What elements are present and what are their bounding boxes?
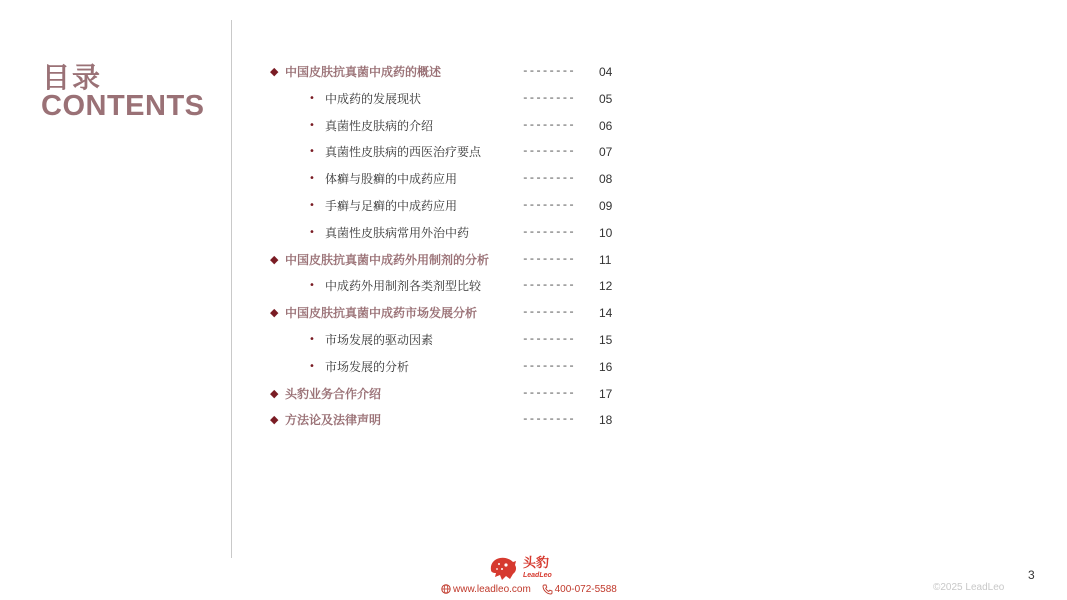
- toc-page-number: 10: [599, 225, 613, 240]
- bullet-icon: •: [309, 200, 315, 211]
- toc-leader: --------: [522, 280, 575, 293]
- leadleo-logo: [488, 556, 558, 582]
- footer-contact: [441, 583, 625, 597]
- toc-page-number: 12: [599, 279, 613, 294]
- website-text: www.leadleo.com: [453, 584, 531, 595]
- page-title-cn: 目录: [42, 61, 103, 94]
- diamond-icon: ◆: [270, 65, 279, 78]
- toc-leader: --------: [522, 173, 575, 186]
- toc-page-number: 16: [599, 359, 613, 374]
- toc-entry[interactable]: [0, 223, 640, 243]
- globe-icon: [441, 584, 451, 594]
- toc-entry-label: 真菌性皮肤病的介绍: [325, 118, 434, 133]
- copyright: ©2025 LeadLeo: [933, 582, 1005, 593]
- toc-page-number: 06: [599, 118, 613, 133]
- toc-leader: --------: [522, 66, 575, 78]
- toc-entry-label: 真菌性皮肤病常用外治中药: [325, 225, 470, 240]
- toc-entry-label: 市场发展的驱动因素: [325, 333, 434, 347]
- toc-leader: --------: [522, 387, 575, 400]
- toc-entry-label: 中国皮肤抗真菌中成药外用制剂的分析: [285, 252, 490, 267]
- toc-page-number: 11: [599, 252, 612, 267]
- toc-leader: --------: [522, 307, 575, 320]
- toc-entry[interactable]: [0, 89, 640, 109]
- phone-icon: [542, 584, 553, 595]
- toc-page-number: 14: [599, 306, 613, 321]
- toc-page-number: 05: [599, 91, 613, 106]
- toc-leader: --------: [522, 253, 575, 266]
- toc-entry[interactable]: [0, 384, 640, 404]
- toc-page-number: 08: [599, 172, 613, 187]
- toc-entry-label: 中成药的发展现状: [325, 91, 422, 106]
- logo-text-cn: 头豹: [523, 556, 550, 571]
- toc-entry-label: 真菌性皮肤病的西医治疗要点: [325, 145, 482, 160]
- toc-leader: --------: [522, 226, 575, 239]
- diamond-icon: ◆: [270, 413, 279, 427]
- toc-entry[interactable]: [0, 330, 640, 350]
- toc-leader: --------: [522, 92, 575, 105]
- toc-entry-label: 体癣与股癣的中成药应用: [325, 172, 458, 187]
- bullet-icon: •: [309, 360, 315, 372]
- website-link[interactable]: [441, 583, 531, 597]
- toc-leader: --------: [522, 360, 575, 373]
- toc-entry[interactable]: [0, 169, 640, 189]
- toc-entry[interactable]: [0, 276, 640, 296]
- toc-leader: --------: [522, 200, 575, 212]
- toc-page-number: 17: [599, 386, 613, 401]
- toc-entry[interactable]: [0, 196, 640, 216]
- toc-page-number: 18: [599, 413, 613, 428]
- toc-entry-label: 中成药外用制剂各类剂型比较: [325, 279, 482, 294]
- toc-page-number: 15: [599, 333, 613, 347]
- bullet-icon: •: [309, 226, 315, 238]
- phone-text: 400-072-5588: [554, 584, 617, 595]
- toc-entry-label: 中国皮肤抗真菌中成药市场发展分析: [285, 306, 478, 321]
- toc-page-number: 09: [599, 199, 613, 213]
- bullet-icon: •: [309, 146, 315, 158]
- diamond-icon: ◆: [270, 306, 279, 320]
- toc-entry-label: 方法论及法律声明: [285, 413, 382, 428]
- toc-leader: --------: [522, 119, 575, 132]
- phone-contact: [542, 583, 617, 597]
- toc-entry[interactable]: [0, 116, 640, 136]
- toc-page-number: 04: [599, 65, 613, 79]
- bullet-icon: •: [309, 173, 315, 185]
- toc-entry[interactable]: [0, 142, 640, 162]
- toc-entry-label: 头豹业务合作介绍: [285, 386, 382, 401]
- leopard-head-icon: [488, 556, 518, 582]
- diamond-icon: ◆: [270, 252, 279, 266]
- diamond-icon: ◆: [270, 386, 279, 400]
- bullet-icon: •: [309, 119, 315, 131]
- bullet-icon: •: [309, 280, 315, 292]
- toc-entry[interactable]: [0, 357, 640, 377]
- bullet-icon: •: [309, 334, 315, 345]
- logo-text-en: LeadLeo: [523, 572, 552, 579]
- toc-leader: --------: [522, 146, 575, 159]
- toc-entry[interactable]: [0, 250, 640, 270]
- toc-entry[interactable]: [0, 303, 640, 323]
- toc-entry-label: 中国皮肤抗真菌中成药的概述: [285, 65, 442, 79]
- toc-leader: --------: [522, 414, 575, 427]
- toc-entry-label: 手癣与足癣的中成药应用: [325, 199, 458, 213]
- bullet-icon: •: [309, 92, 315, 104]
- toc-page-number: 07: [599, 145, 613, 160]
- page-title-en: CONTENTS: [41, 90, 205, 122]
- toc-leader: --------: [522, 334, 575, 346]
- toc-entry-label: 市场发展的分析: [325, 359, 410, 374]
- toc-entry[interactable]: [0, 410, 640, 430]
- page-number: 3: [1028, 568, 1035, 582]
- toc-entry[interactable]: [0, 62, 640, 82]
